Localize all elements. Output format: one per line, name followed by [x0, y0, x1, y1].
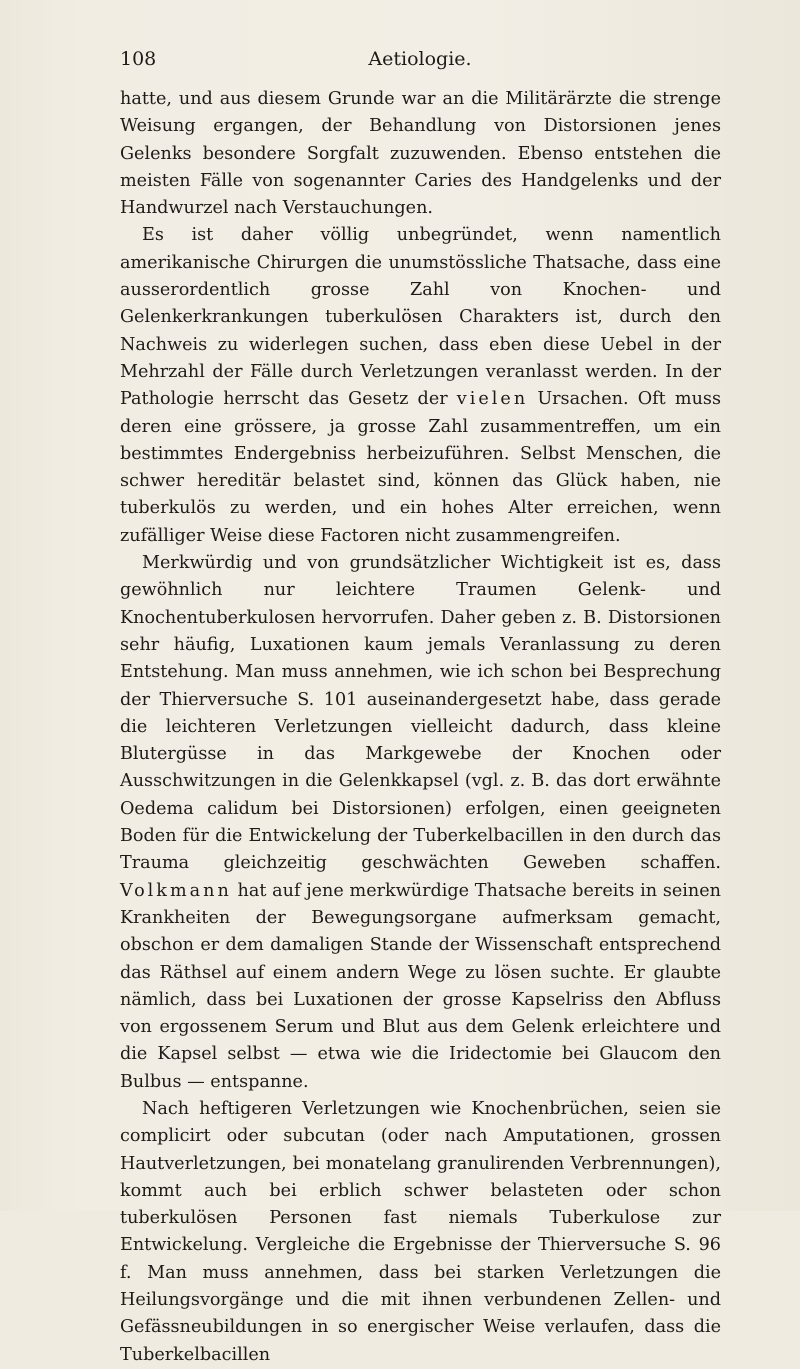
paragraph-3-text-b: hat auf jene merkwürdige Thatsache bereits in seinen Krankheiten der Bewegungsorgane aufmerksam gemacht, obschon er dem damaligen Stande der Wissenschaft entsprechend das Räthsel auf einem andern Wege zu lösen suchte. Er glaubte nämlich, dass bei Luxationen der grosse Kapselriss den Abfluss von ergossenem Serum und Blut aus dem Gelenk erleichtere und die Kapsel selbst — etwa wie die Iridectomie bei Glaucom den Bulbus — entspanne. — [120, 880, 721, 1092]
paragraph-4 — [120, 1096, 721, 1369]
running-title: Aetiologie. — [368, 48, 472, 70]
body-text — [120, 86, 721, 1369]
paragraph-2-text-a: Es ist daher völlig unbegründet, wenn namentlich amerikanische Chirurgen die unumstössliche Thatsache, dass eine ausserordentlich grosse Zahl von Knochen- und Gelenkerkrankungen tuberkulösen Charakters ist, durch den Nachweis zu widerlegen suchen, dass eben diese Uebel in der Mehrzahl der Fälle durch Verletzungen veranlasst werden. In der Pathologie herrscht das Gesetz der — [120, 225, 721, 410]
paragraph-2-text-b: Ursachen. Oft muss deren eine grössere, ja grosse Zahl zusammentreffen, um ein bestimmtes Endergebniss herbeizuführen. Selbst Menschen, die schwer hereditär belastet sind, können das Glück haben, nie tuberkulös zu werden, und ein hohes Alter erreichen, wenn zufälliger Weise diese Factoren nicht zusammengreifen. — [120, 389, 721, 546]
paragraph-4-text: Nach heftigeren Verletzungen wie Knochenbrüchen, seien sie complicirt oder subcutan (oder nach Amputationen, grossen Hautverletzungen, bei monatelang granulirenden Verbrennungen), kommt auch bei erblich schwer belasteten oder schon tuberkulösen Personen fast niemals Tuberkulose zur Entwickelung. Vergleiche die Ergebnisse der Thierversuche S. 96 f. Man muss annehmen, dass bei starken Verletzungen die Heilungsvorgänge und die mit ihnen verbundenen Zellen- und Gefässneubildungen in so energischer Weise verlaufen, dass die Tuberkelbacillen — [120, 1098, 721, 1365]
paragraph-1 — [120, 86, 721, 222]
emphasis-vielen: vielen — [456, 389, 529, 410]
author-name-volkmann: Volkmann — [120, 880, 232, 901]
paragraph-2 — [120, 222, 721, 550]
paragraph-1-text: hatte, und aus diesem Grunde war an die Militärärzte die strenge Weisung ergangen, der Behandlung von Distorsionen jenes Gelenks besondere Sorgfalt zuzuwenden. Ebenso entstehen die meisten Fälle von sogenannter Caries des Handgelenks und der Handwurzel nach Verstauchungen. — [120, 89, 721, 219]
page-header — [120, 46, 720, 72]
paragraph-3-text-a: Merkwürdig und von grundsätzlicher Wichtigkeit ist es, dass gewöhnlich nur leichtere Traumen Gelenk- und Knochentuberkulosen hervorrufen. Daher geben z. B. Distorsionen sehr häufig, Luxationen kaum jemals Veranlassung zu deren Entstehung. Man muss annehmen, wie ich schon bei Besprechung der Thierversuche S. 101 auseinandergesetzt habe, dass gerade die leichteren Verletzungen vielleicht dadurch, dass kleine Blutergüsse in das Markgewebe der Knochen oder Ausschwitzungen in die Gelenkkapsel (vgl. z. B. das dort erwähnte Oedema calidum bei Distorsionen) erfolgen, einen geeigneten Boden für die Entwickelung der Tuberkelbacillen in den durch das Trauma gleichzeitig geschwächten Geweben schaffen. — [120, 553, 721, 874]
page-number: 108 — [120, 48, 157, 70]
paragraph-3 — [120, 550, 721, 1096]
